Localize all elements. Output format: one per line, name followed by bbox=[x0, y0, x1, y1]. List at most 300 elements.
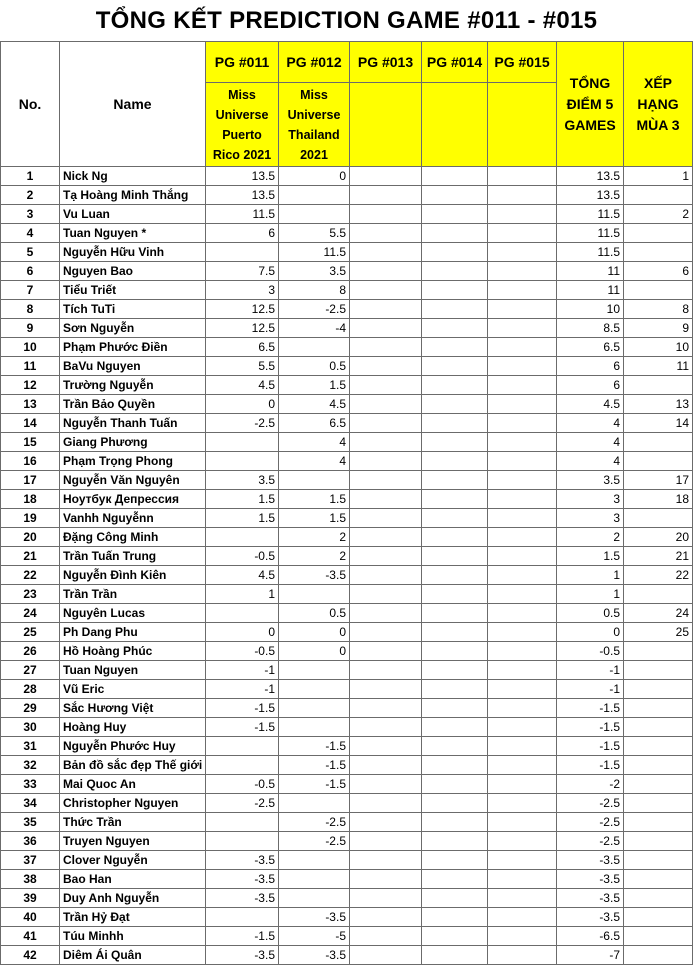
header-pg-013[interactable]: PG #013 bbox=[350, 42, 422, 83]
cell-no[interactable]: 21 bbox=[1, 547, 60, 566]
cell-pg-012[interactable]: -3.5 bbox=[279, 946, 350, 965]
cell-pg-013[interactable] bbox=[350, 756, 422, 775]
cell-pg-015[interactable] bbox=[488, 889, 557, 908]
cell-total[interactable]: 11.5 bbox=[557, 243, 624, 262]
cell-name[interactable]: Diêm Ái Quân bbox=[60, 946, 206, 965]
cell-no[interactable]: 18 bbox=[1, 490, 60, 509]
cell-pg-015[interactable] bbox=[488, 452, 557, 471]
cell-pg-014[interactable] bbox=[422, 604, 488, 623]
cell-no[interactable]: 15 bbox=[1, 433, 60, 452]
cell-no[interactable]: 17 bbox=[1, 471, 60, 490]
cell-pg-015[interactable] bbox=[488, 946, 557, 965]
cell-total[interactable]: 1 bbox=[557, 585, 624, 604]
cell-pg-014[interactable] bbox=[422, 813, 488, 832]
cell-pg-012[interactable]: -3.5 bbox=[279, 566, 350, 585]
cell-pg-015[interactable] bbox=[488, 623, 557, 642]
cell-pg-015[interactable] bbox=[488, 547, 557, 566]
cell-pg-013[interactable] bbox=[350, 946, 422, 965]
cell-name[interactable]: Nguyễn Hữu Vinh bbox=[60, 243, 206, 262]
cell-pg-012[interactable] bbox=[279, 680, 350, 699]
cell-name[interactable]: Nguyễn Thanh Tuấn bbox=[60, 414, 206, 433]
cell-total[interactable]: -1 bbox=[557, 680, 624, 699]
cell-pg-014[interactable] bbox=[422, 946, 488, 965]
cell-pg-012[interactable] bbox=[279, 794, 350, 813]
cell-pg-012[interactable]: 1.5 bbox=[279, 490, 350, 509]
header-pg-015[interactable]: PG #015 bbox=[488, 42, 557, 83]
cell-name[interactable]: Sơn Nguyễn bbox=[60, 319, 206, 338]
cell-pg-012[interactable]: -1.5 bbox=[279, 756, 350, 775]
cell-pg-015[interactable] bbox=[488, 661, 557, 680]
cell-rank[interactable]: 11 bbox=[624, 357, 693, 376]
cell-pg-011[interactable]: 6 bbox=[206, 224, 279, 243]
cell-pg-011[interactable]: -0.5 bbox=[206, 775, 279, 794]
cell-pg-015[interactable] bbox=[488, 243, 557, 262]
cell-name[interactable]: Truyen Nguyen bbox=[60, 832, 206, 851]
cell-pg-013[interactable] bbox=[350, 186, 422, 205]
cell-name[interactable]: Nick Ng bbox=[60, 167, 206, 186]
cell-pg-014[interactable] bbox=[422, 262, 488, 281]
cell-pg-015[interactable] bbox=[488, 718, 557, 737]
cell-pg-012[interactable] bbox=[279, 718, 350, 737]
cell-pg-011[interactable]: -1.5 bbox=[206, 718, 279, 737]
cell-no[interactable]: 28 bbox=[1, 680, 60, 699]
cell-pg-015[interactable] bbox=[488, 566, 557, 585]
cell-rank[interactable] bbox=[624, 737, 693, 756]
cell-no[interactable]: 36 bbox=[1, 832, 60, 851]
cell-pg-014[interactable] bbox=[422, 680, 488, 699]
cell-pg-011[interactable]: -3.5 bbox=[206, 870, 279, 889]
header-pg-014-event[interactable] bbox=[422, 83, 488, 167]
cell-pg-012[interactable]: 1.5 bbox=[279, 376, 350, 395]
cell-pg-015[interactable] bbox=[488, 509, 557, 528]
cell-rank[interactable] bbox=[624, 946, 693, 965]
cell-pg-012[interactable]: 11.5 bbox=[279, 243, 350, 262]
cell-pg-013[interactable] bbox=[350, 509, 422, 528]
cell-pg-011[interactable]: -1.5 bbox=[206, 927, 279, 946]
cell-total[interactable]: -3.5 bbox=[557, 851, 624, 870]
cell-total[interactable]: 6 bbox=[557, 357, 624, 376]
cell-rank[interactable]: 18 bbox=[624, 490, 693, 509]
cell-pg-011[interactable]: 6.5 bbox=[206, 338, 279, 357]
cell-name[interactable]: Sắc Hương Việt bbox=[60, 699, 206, 718]
cell-rank[interactable]: 2 bbox=[624, 205, 693, 224]
cell-rank[interactable]: 9 bbox=[624, 319, 693, 338]
cell-pg-012[interactable] bbox=[279, 338, 350, 357]
cell-no[interactable]: 23 bbox=[1, 585, 60, 604]
cell-pg-014[interactable] bbox=[422, 699, 488, 718]
header-pg-012[interactable]: PG #012 bbox=[279, 42, 350, 83]
cell-no[interactable]: 1 bbox=[1, 167, 60, 186]
cell-pg-014[interactable] bbox=[422, 870, 488, 889]
cell-pg-015[interactable] bbox=[488, 851, 557, 870]
sheet-title[interactable]: TỔNG KẾT PREDICTION GAME #011 - #015 bbox=[0, 0, 693, 42]
cell-name[interactable]: Bao Han bbox=[60, 870, 206, 889]
cell-pg-011[interactable]: 1.5 bbox=[206, 509, 279, 528]
cell-pg-014[interactable] bbox=[422, 908, 488, 927]
cell-no[interactable]: 14 bbox=[1, 414, 60, 433]
cell-pg-015[interactable] bbox=[488, 205, 557, 224]
cell-pg-013[interactable] bbox=[350, 395, 422, 414]
header-total[interactable]: TỔNG ĐIỂM 5 GAMES bbox=[557, 42, 624, 167]
cell-total[interactable]: -0.5 bbox=[557, 642, 624, 661]
cell-rank[interactable] bbox=[624, 376, 693, 395]
cell-pg-014[interactable] bbox=[422, 471, 488, 490]
cell-pg-013[interactable] bbox=[350, 452, 422, 471]
cell-pg-014[interactable] bbox=[422, 319, 488, 338]
cell-name[interactable]: Túu Minhh bbox=[60, 927, 206, 946]
cell-no[interactable]: 27 bbox=[1, 661, 60, 680]
cell-pg-015[interactable] bbox=[488, 471, 557, 490]
cell-rank[interactable] bbox=[624, 224, 693, 243]
cell-pg-014[interactable] bbox=[422, 490, 488, 509]
cell-pg-015[interactable] bbox=[488, 642, 557, 661]
cell-total[interactable]: -7 bbox=[557, 946, 624, 965]
cell-total[interactable]: 11 bbox=[557, 262, 624, 281]
cell-pg-013[interactable] bbox=[350, 167, 422, 186]
cell-name[interactable]: Christopher Nguyen bbox=[60, 794, 206, 813]
cell-pg-015[interactable] bbox=[488, 167, 557, 186]
cell-pg-013[interactable] bbox=[350, 737, 422, 756]
cell-rank[interactable] bbox=[624, 699, 693, 718]
cell-pg-011[interactable] bbox=[206, 528, 279, 547]
cell-pg-011[interactable]: 3.5 bbox=[206, 471, 279, 490]
cell-pg-015[interactable] bbox=[488, 281, 557, 300]
cell-rank[interactable] bbox=[624, 927, 693, 946]
cell-pg-015[interactable] bbox=[488, 794, 557, 813]
cell-rank[interactable] bbox=[624, 661, 693, 680]
cell-name[interactable]: Trường Nguyễn bbox=[60, 376, 206, 395]
cell-name[interactable]: Ph Dang Phu bbox=[60, 623, 206, 642]
cell-total[interactable]: 4 bbox=[557, 414, 624, 433]
cell-total[interactable]: -1.5 bbox=[557, 756, 624, 775]
cell-pg-013[interactable] bbox=[350, 813, 422, 832]
cell-pg-014[interactable] bbox=[422, 167, 488, 186]
cell-name[interactable]: Nguyễn Phước Huy bbox=[60, 737, 206, 756]
cell-no[interactable]: 40 bbox=[1, 908, 60, 927]
cell-rank[interactable] bbox=[624, 889, 693, 908]
cell-pg-011[interactable] bbox=[206, 832, 279, 851]
cell-pg-015[interactable] bbox=[488, 737, 557, 756]
cell-name[interactable]: Phạm Trọng Phong bbox=[60, 452, 206, 471]
cell-pg-013[interactable] bbox=[350, 528, 422, 547]
cell-pg-014[interactable] bbox=[422, 414, 488, 433]
cell-pg-012[interactable]: -2.5 bbox=[279, 832, 350, 851]
cell-pg-011[interactable]: -2.5 bbox=[206, 794, 279, 813]
cell-pg-014[interactable] bbox=[422, 756, 488, 775]
cell-pg-013[interactable] bbox=[350, 414, 422, 433]
cell-pg-014[interactable] bbox=[422, 452, 488, 471]
cell-total[interactable]: -1.5 bbox=[557, 718, 624, 737]
cell-rank[interactable] bbox=[624, 832, 693, 851]
cell-pg-014[interactable] bbox=[422, 224, 488, 243]
cell-pg-014[interactable] bbox=[422, 357, 488, 376]
cell-pg-013[interactable] bbox=[350, 471, 422, 490]
cell-rank[interactable] bbox=[624, 585, 693, 604]
cell-pg-014[interactable] bbox=[422, 718, 488, 737]
cell-pg-011[interactable]: 0 bbox=[206, 395, 279, 414]
cell-pg-011[interactable]: 4.5 bbox=[206, 566, 279, 585]
cell-pg-011[interactable]: 3 bbox=[206, 281, 279, 300]
cell-no[interactable]: 16 bbox=[1, 452, 60, 471]
cell-total[interactable]: -3.5 bbox=[557, 870, 624, 889]
cell-pg-012[interactable]: 5.5 bbox=[279, 224, 350, 243]
cell-rank[interactable] bbox=[624, 680, 693, 699]
cell-pg-013[interactable] bbox=[350, 794, 422, 813]
cell-rank[interactable] bbox=[624, 756, 693, 775]
cell-pg-015[interactable] bbox=[488, 528, 557, 547]
cell-no[interactable]: 8 bbox=[1, 300, 60, 319]
cell-no[interactable]: 5 bbox=[1, 243, 60, 262]
cell-pg-011[interactable]: 11.5 bbox=[206, 205, 279, 224]
cell-no[interactable]: 22 bbox=[1, 566, 60, 585]
cell-rank[interactable] bbox=[624, 851, 693, 870]
cell-total[interactable]: 0.5 bbox=[557, 604, 624, 623]
cell-total[interactable]: 0 bbox=[557, 623, 624, 642]
cell-rank[interactable]: 13 bbox=[624, 395, 693, 414]
cell-pg-014[interactable] bbox=[422, 547, 488, 566]
cell-total[interactable]: 2 bbox=[557, 528, 624, 547]
cell-name[interactable]: Vũ Eric bbox=[60, 680, 206, 699]
cell-name[interactable]: BaVu Nguyen bbox=[60, 357, 206, 376]
cell-pg-013[interactable] bbox=[350, 851, 422, 870]
cell-name[interactable]: Tích TuTi bbox=[60, 300, 206, 319]
cell-name[interactable]: Hồ Hoàng Phúc bbox=[60, 642, 206, 661]
cell-no[interactable]: 12 bbox=[1, 376, 60, 395]
cell-pg-013[interactable] bbox=[350, 566, 422, 585]
cell-rank[interactable] bbox=[624, 243, 693, 262]
cell-pg-011[interactable]: -1 bbox=[206, 661, 279, 680]
cell-no[interactable]: 9 bbox=[1, 319, 60, 338]
cell-no[interactable]: 24 bbox=[1, 604, 60, 623]
cell-pg-012[interactable] bbox=[279, 870, 350, 889]
cell-pg-012[interactable]: 0.5 bbox=[279, 357, 350, 376]
header-pg-011-event[interactable]: Miss Universe Puerto Rico 2021 bbox=[206, 83, 279, 167]
cell-total[interactable]: -2.5 bbox=[557, 832, 624, 851]
cell-pg-014[interactable] bbox=[422, 737, 488, 756]
cell-total[interactable]: 3 bbox=[557, 490, 624, 509]
cell-total[interactable]: -3.5 bbox=[557, 889, 624, 908]
cell-total[interactable]: 11.5 bbox=[557, 205, 624, 224]
cell-pg-013[interactable] bbox=[350, 680, 422, 699]
cell-name[interactable]: Nguyen Bao bbox=[60, 262, 206, 281]
cell-rank[interactable]: 21 bbox=[624, 547, 693, 566]
cell-pg-015[interactable] bbox=[488, 927, 557, 946]
cell-pg-013[interactable] bbox=[350, 243, 422, 262]
cell-pg-014[interactable] bbox=[422, 376, 488, 395]
cell-name[interactable]: Trần Bảo Quyền bbox=[60, 395, 206, 414]
cell-pg-011[interactable] bbox=[206, 756, 279, 775]
cell-name[interactable]: Trần Trần bbox=[60, 585, 206, 604]
cell-total[interactable]: 6 bbox=[557, 376, 624, 395]
cell-pg-012[interactable]: -1.5 bbox=[279, 737, 350, 756]
cell-pg-011[interactable] bbox=[206, 243, 279, 262]
header-pg-013-event[interactable] bbox=[350, 83, 422, 167]
cell-pg-014[interactable] bbox=[422, 395, 488, 414]
cell-pg-014[interactable] bbox=[422, 509, 488, 528]
cell-pg-013[interactable] bbox=[350, 433, 422, 452]
cell-pg-012[interactable]: 6.5 bbox=[279, 414, 350, 433]
cell-name[interactable]: Vanhh Nguyễnn bbox=[60, 509, 206, 528]
cell-name[interactable]: Tiểu Triết bbox=[60, 281, 206, 300]
cell-name[interactable]: Tuan Nguyen bbox=[60, 661, 206, 680]
cell-pg-015[interactable] bbox=[488, 395, 557, 414]
cell-pg-011[interactable]: 0 bbox=[206, 623, 279, 642]
cell-pg-012[interactable] bbox=[279, 471, 350, 490]
cell-pg-011[interactable]: -3.5 bbox=[206, 889, 279, 908]
cell-rank[interactable]: 24 bbox=[624, 604, 693, 623]
cell-total[interactable]: -2.5 bbox=[557, 813, 624, 832]
cell-pg-013[interactable] bbox=[350, 661, 422, 680]
cell-pg-011[interactable]: 12.5 bbox=[206, 300, 279, 319]
cell-rank[interactable] bbox=[624, 718, 693, 737]
cell-total[interactable]: 4 bbox=[557, 452, 624, 471]
cell-no[interactable]: 3 bbox=[1, 205, 60, 224]
cell-name[interactable]: Thức Trần bbox=[60, 813, 206, 832]
cell-rank[interactable]: 1 bbox=[624, 167, 693, 186]
cell-pg-013[interactable] bbox=[350, 490, 422, 509]
cell-total[interactable]: 11 bbox=[557, 281, 624, 300]
cell-pg-013[interactable] bbox=[350, 718, 422, 737]
cell-pg-013[interactable] bbox=[350, 319, 422, 338]
cell-total[interactable]: 13.5 bbox=[557, 186, 624, 205]
cell-pg-015[interactable] bbox=[488, 414, 557, 433]
cell-pg-012[interactable]: 4.5 bbox=[279, 395, 350, 414]
cell-pg-012[interactable] bbox=[279, 699, 350, 718]
cell-no[interactable]: 2 bbox=[1, 186, 60, 205]
header-pg-012-event[interactable]: Miss Universe Thailand 2021 bbox=[279, 83, 350, 167]
cell-name[interactable]: Nguyễn Văn Nguyên bbox=[60, 471, 206, 490]
cell-name[interactable]: Trần Tuấn Trung bbox=[60, 547, 206, 566]
cell-rank[interactable]: 22 bbox=[624, 566, 693, 585]
cell-pg-012[interactable]: 0 bbox=[279, 642, 350, 661]
cell-total[interactable]: 6.5 bbox=[557, 338, 624, 357]
cell-pg-013[interactable] bbox=[350, 699, 422, 718]
cell-pg-012[interactable] bbox=[279, 186, 350, 205]
cell-pg-015[interactable] bbox=[488, 832, 557, 851]
cell-rank[interactable] bbox=[624, 775, 693, 794]
cell-pg-015[interactable] bbox=[488, 585, 557, 604]
cell-pg-011[interactable]: -3.5 bbox=[206, 851, 279, 870]
cell-pg-012[interactable]: 0 bbox=[279, 623, 350, 642]
cell-no[interactable]: 13 bbox=[1, 395, 60, 414]
cell-pg-015[interactable] bbox=[488, 376, 557, 395]
cell-rank[interactable] bbox=[624, 433, 693, 452]
cell-rank[interactable] bbox=[624, 186, 693, 205]
cell-pg-011[interactable] bbox=[206, 737, 279, 756]
header-name[interactable]: Name bbox=[60, 42, 206, 167]
cell-total[interactable]: 1.5 bbox=[557, 547, 624, 566]
cell-no[interactable]: 26 bbox=[1, 642, 60, 661]
cell-pg-012[interactable]: -2.5 bbox=[279, 813, 350, 832]
cell-name[interactable]: Duy Anh Nguyễn bbox=[60, 889, 206, 908]
cell-rank[interactable] bbox=[624, 281, 693, 300]
cell-pg-015[interactable] bbox=[488, 775, 557, 794]
cell-name[interactable]: Hoàng Huy bbox=[60, 718, 206, 737]
cell-pg-011[interactable]: -2.5 bbox=[206, 414, 279, 433]
cell-pg-014[interactable] bbox=[422, 889, 488, 908]
cell-pg-012[interactable] bbox=[279, 889, 350, 908]
cell-no[interactable]: 32 bbox=[1, 756, 60, 775]
cell-rank[interactable] bbox=[624, 509, 693, 528]
cell-pg-015[interactable] bbox=[488, 357, 557, 376]
cell-pg-015[interactable] bbox=[488, 433, 557, 452]
cell-no[interactable]: 42 bbox=[1, 946, 60, 965]
cell-pg-013[interactable] bbox=[350, 357, 422, 376]
cell-total[interactable]: 8.5 bbox=[557, 319, 624, 338]
cell-pg-013[interactable] bbox=[350, 927, 422, 946]
cell-pg-015[interactable] bbox=[488, 680, 557, 699]
cell-no[interactable]: 38 bbox=[1, 870, 60, 889]
cell-no[interactable]: 10 bbox=[1, 338, 60, 357]
cell-pg-014[interactable] bbox=[422, 281, 488, 300]
cell-pg-015[interactable] bbox=[488, 300, 557, 319]
cell-pg-012[interactable]: 1.5 bbox=[279, 509, 350, 528]
cell-pg-011[interactable]: 7.5 bbox=[206, 262, 279, 281]
cell-total[interactable]: 4.5 bbox=[557, 395, 624, 414]
cell-no[interactable]: 7 bbox=[1, 281, 60, 300]
cell-pg-015[interactable] bbox=[488, 604, 557, 623]
cell-pg-012[interactable]: -2.5 bbox=[279, 300, 350, 319]
cell-pg-014[interactable] bbox=[422, 243, 488, 262]
cell-no[interactable]: 25 bbox=[1, 623, 60, 642]
cell-name[interactable]: Mai Quoc An bbox=[60, 775, 206, 794]
cell-pg-012[interactable]: -5 bbox=[279, 927, 350, 946]
cell-pg-014[interactable] bbox=[422, 566, 488, 585]
cell-pg-014[interactable] bbox=[422, 832, 488, 851]
cell-pg-013[interactable] bbox=[350, 224, 422, 243]
cell-pg-014[interactable] bbox=[422, 585, 488, 604]
cell-total[interactable]: 1 bbox=[557, 566, 624, 585]
cell-name[interactable]: Nguyễn Đình Kiên bbox=[60, 566, 206, 585]
cell-total[interactable]: 3 bbox=[557, 509, 624, 528]
cell-pg-014[interactable] bbox=[422, 775, 488, 794]
cell-pg-012[interactable]: 3.5 bbox=[279, 262, 350, 281]
cell-pg-013[interactable] bbox=[350, 604, 422, 623]
cell-no[interactable]: 35 bbox=[1, 813, 60, 832]
cell-name[interactable]: Giang Phương bbox=[60, 433, 206, 452]
cell-pg-012[interactable]: 0 bbox=[279, 167, 350, 186]
cell-rank[interactable] bbox=[624, 642, 693, 661]
cell-pg-012[interactable]: -1.5 bbox=[279, 775, 350, 794]
cell-no[interactable]: 37 bbox=[1, 851, 60, 870]
header-pg-011[interactable]: PG #011 bbox=[206, 42, 279, 83]
cell-pg-011[interactable]: -3.5 bbox=[206, 946, 279, 965]
cell-pg-013[interactable] bbox=[350, 281, 422, 300]
cell-pg-012[interactable]: 8 bbox=[279, 281, 350, 300]
cell-pg-012[interactable]: -3.5 bbox=[279, 908, 350, 927]
cell-pg-011[interactable] bbox=[206, 433, 279, 452]
cell-no[interactable]: 30 bbox=[1, 718, 60, 737]
cell-pg-015[interactable] bbox=[488, 319, 557, 338]
cell-rank[interactable]: 17 bbox=[624, 471, 693, 490]
cell-pg-015[interactable] bbox=[488, 908, 557, 927]
cell-pg-014[interactable] bbox=[422, 927, 488, 946]
cell-pg-011[interactable]: 13.5 bbox=[206, 167, 279, 186]
cell-pg-014[interactable] bbox=[422, 528, 488, 547]
cell-total[interactable]: -1 bbox=[557, 661, 624, 680]
cell-pg-015[interactable] bbox=[488, 813, 557, 832]
cell-pg-013[interactable] bbox=[350, 376, 422, 395]
cell-pg-012[interactable] bbox=[279, 851, 350, 870]
cell-pg-012[interactable]: 2 bbox=[279, 528, 350, 547]
cell-rank[interactable] bbox=[624, 813, 693, 832]
cell-no[interactable]: 29 bbox=[1, 699, 60, 718]
cell-pg-013[interactable] bbox=[350, 908, 422, 927]
cell-pg-012[interactable]: 4 bbox=[279, 433, 350, 452]
cell-pg-011[interactable] bbox=[206, 908, 279, 927]
cell-total[interactable]: 10 bbox=[557, 300, 624, 319]
cell-pg-013[interactable] bbox=[350, 300, 422, 319]
